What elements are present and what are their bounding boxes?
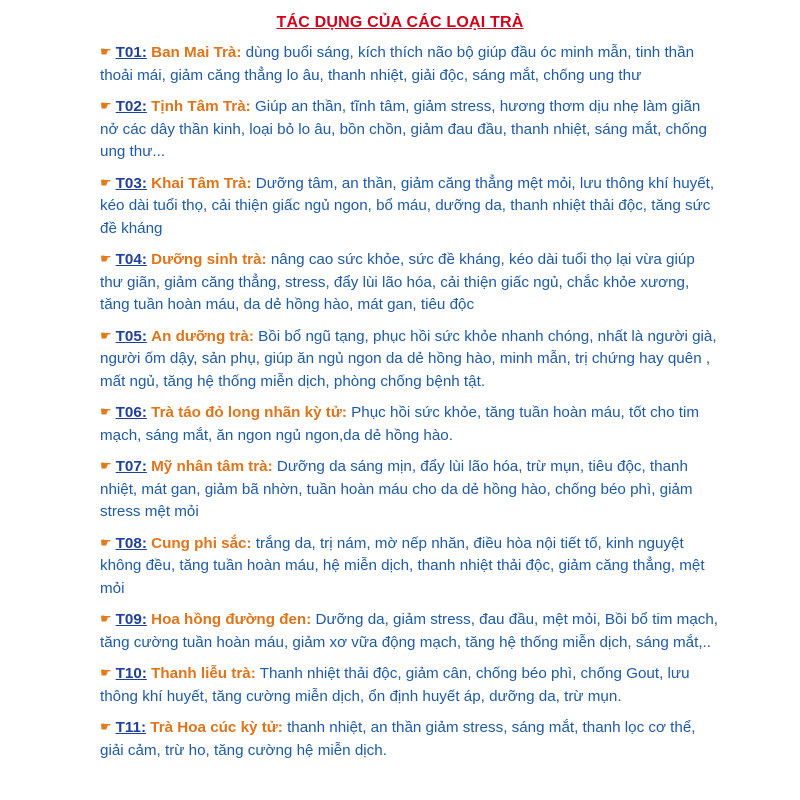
pointing-hand-icon: ☛ — [100, 611, 112, 626]
item-name: Dưỡng sinh trà: — [151, 251, 267, 268]
list-item — [100, 609, 720, 654]
item-desc: Giúp an thần, tĩnh tâm, giảm stress, hương thơm dịu nhẹ làm giãn nở các dây thần kinh, loại bỏ lo âu, bồn chồn, giảm đau đầu, thanh nhiệt, sáng mắt, chống ung thư... — [100, 98, 707, 160]
item-code: T02: — [115, 98, 147, 115]
list-item — [100, 249, 720, 317]
list-item — [100, 663, 720, 708]
item-desc: Dưỡng da, giảm stress, đau đầu, mệt mỏi, Bồi bổ tim mạch, tăng cường tuần hoàn máu, giảm xơ vữa động mạch, tăng hệ thống miễn dịch, sáng mắt,.. — [100, 611, 719, 651]
item-name: Cung phi sắc: — [151, 534, 252, 552]
item-name: Tịnh Tâm Trà: — [151, 98, 251, 115]
pointing-hand-icon: ☛ — [100, 665, 112, 680]
item-desc: Dưỡng tâm, an thần, giảm căng thẳng mệt mỏi, lưu thông khí huyết, kéo dài tuổi thọ, cải thiện giấc ngủ ngon, bổ máu, dưỡng da, thanh nhiệt thải độc, tăng sức đề kháng — [100, 174, 715, 237]
tea-list — [100, 42, 720, 762]
item-name: Khai Tâm Trà: — [151, 174, 252, 192]
pointing-hand-icon: ☛ — [100, 719, 112, 734]
item-desc: thanh nhiệt, an thần giảm stress, sáng mắt, thanh lọc cơ thể, giải cảm, trừ ho, tăng cường hệ miễn dịch. — [100, 719, 696, 759]
pointing-hand-icon: ☛ — [100, 44, 112, 59]
item-desc: Bồi bổ ngũ tạng, phục hồi sức khỏe nhanh chóng, nhất là người già, người ốm dậy, sản phụ, giúp ăn ngủ ngon da dẻ hồng hào, minh mẫn, trị chứng hay quên , mất ngủ, tăng hệ thống miễn dịch, phòng chống bệnh tật. — [100, 327, 717, 390]
item-desc: dùng buổi sáng, kích thích não bộ giúp đầu óc minh mẫn, tinh thần thoải mái, giảm căng thẳng lo âu, thanh nhiệt, giải độc, sáng mắt, chống ung thư — [100, 44, 695, 84]
item-name: An dưỡng trà: — [151, 327, 254, 345]
pointing-hand-icon: ☛ — [100, 404, 112, 419]
item-code: T07: — [115, 458, 147, 475]
list-item — [100, 96, 720, 164]
item-name: Mỹ nhân tâm trà: — [151, 458, 273, 475]
pointing-hand-icon: ☛ — [100, 174, 112, 190]
pointing-hand-icon: ☛ — [100, 458, 112, 473]
item-desc: Thanh nhiệt thải độc, giảm cân, chống béo phì, chống Gout, lưu thông khí huyết, tăng cường miễn dịch, ổn định huyết áp, dưỡng da, trừ mụn. — [100, 665, 690, 705]
list-item — [100, 717, 720, 762]
list-item — [100, 326, 720, 394]
item-name: Trà táo đỏ long nhãn kỳ tử: — [151, 404, 347, 421]
item-desc: Phục hồi sức khỏe, tăng tuần hoàn máu, tốt cho tim mạch, sáng mắt, ăn ngon ngủ ngon,da dẻ hồng hào. — [100, 404, 700, 444]
item-desc: trắng da, trị nám, mờ nếp nhăn, điều hòa nội tiết tố, kinh nguyệt không đều, tăng tuần hoàn máu, hệ miễn dịch, thanh nhiệt thải độc, giảm căng thẳng, mệt mỏi — [100, 534, 705, 597]
item-name: Hoa hồng đường đen: — [151, 611, 312, 628]
item-name: Ban Mai Trà: — [151, 44, 242, 61]
list-item — [100, 173, 720, 241]
item-code: T03: — [115, 174, 147, 192]
list-item — [100, 42, 720, 87]
pointing-hand-icon: ☛ — [100, 98, 112, 113]
item-code: T06: — [115, 404, 147, 421]
list-item — [100, 456, 720, 524]
pointing-hand-icon: ☛ — [100, 327, 112, 343]
item-code: T09: — [115, 611, 147, 628]
item-code: T05: — [115, 327, 147, 345]
item-desc: nâng cao sức khỏe, sức đề kháng, kéo dài tuổi thọ lại vừa giúp thư giãn, giảm căng thẳng, stress, đẩy lùi lão hóa, cải thiện giấc ngủ, chắc khỏe xương, tăng tuần hoàn máu, da dẻ hồng hào, mát gan, tiêu độc — [100, 251, 695, 313]
list-item — [100, 402, 720, 447]
item-code: T01: — [115, 44, 147, 61]
pointing-hand-icon: ☛ — [100, 534, 112, 550]
pointing-hand-icon: ☛ — [100, 251, 112, 266]
page-title: TÁC DỤNG CỦA CÁC LOẠI TRÀ — [276, 14, 524, 31]
item-code: T08: — [115, 534, 147, 552]
item-desc: Dưỡng da sáng mịn, đẩy lùi lão hóa, trừ mụn, tiêu độc, thanh nhiệt, mát gan, giảm bã nhờn, tuần hoàn máu cho da dẻ hồng hào, chống béo phì, giảm stress mệt mỏi — [100, 458, 693, 520]
list-item — [100, 533, 720, 601]
item-name: Trà Hoa cúc kỳ tử: — [150, 719, 283, 736]
item-code: T04: — [115, 251, 147, 268]
item-name: Thanh liễu trà: — [151, 665, 256, 682]
item-code: T10: — [115, 665, 147, 682]
item-code: T11: — [115, 719, 147, 736]
